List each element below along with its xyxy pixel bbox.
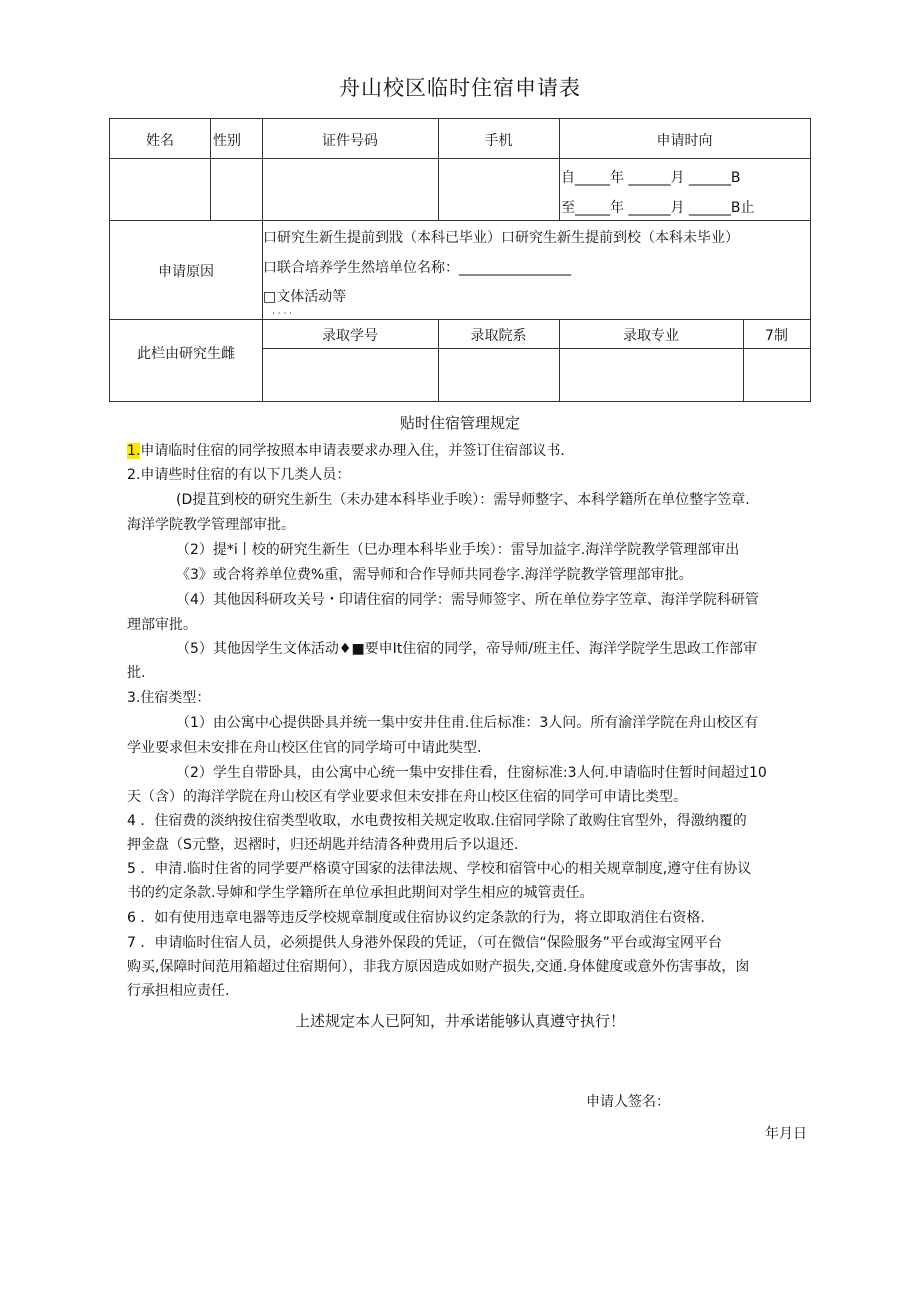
form-title: 舟山校区临时住宿申请表: [339, 76, 581, 100]
header-phone: 手机: [484, 133, 513, 149]
rule-line: 行承担相应责任.: [127, 983, 230, 999]
rule-line: 购买,保障时间范用箱超过住宿期何），非我方原因造成如财产损失,交通.身体健度或意外伤害事故，囱: [127, 959, 750, 975]
highlighted-marker: 1.: [127, 443, 141, 459]
gender-field[interactable]: [211, 159, 262, 220]
rules-heading: 贴时住宿管理规定: [399, 414, 520, 432]
date-from-field[interactable]: 自_____年 ______月 ______B: [561, 170, 741, 186]
rule-line: （2）学生自带卧具，由公寓中心统一集中安排住看，住窗标准:3人何.申请临时住暂时间超过10: [176, 765, 767, 781]
header-student-no: 录取学号: [322, 328, 378, 344]
reason-option[interactable]: 口研究生新生提前到戕（本科已毕业）口研究生新生提前到校（本科未毕业）: [263, 230, 739, 246]
department-field[interactable]: [439, 349, 559, 401]
date-label: 年月日: [765, 1126, 807, 1142]
rule-line: 2.申请些时住宿的有以下几类人员：: [127, 467, 351, 483]
header-department: 录取院系: [470, 328, 527, 344]
rule-line: 海洋学院教学管理部审批。: [127, 517, 295, 533]
name-field[interactable]: [110, 159, 210, 220]
major-field[interactable]: [560, 349, 743, 401]
date-to-field[interactable]: 至_____年 ______月 ______B止: [561, 200, 755, 216]
header-system: 7制: [765, 328, 788, 344]
row-divider: [110, 319, 810, 320]
rule-line: 3.住宿类型：: [127, 690, 211, 706]
header-id-number: 证件号码: [322, 133, 378, 149]
rule-line: 书的约定条款.导婶和学生学籍所在单位承担此期间对学生相应的城管责任。: [127, 885, 594, 901]
rule-line: (D提苴到校的研究生新生（未办建本科毕业手唉）：需导师整字、本科学籍所在单位整字笠章.: [176, 492, 750, 508]
student-no-field[interactable]: [263, 349, 438, 401]
header-gender: 性别: [213, 133, 241, 149]
rule-line: 批.: [127, 665, 146, 681]
header-major: 录取专业: [623, 328, 679, 344]
rule-line: （5）其他因学生文体活动♦■要申It住宿的同学，帝导师/班主任、海洋学院学生思政工作部审: [176, 641, 758, 657]
header-apply-time: 申请时向: [656, 133, 713, 149]
rule-line: 《3》或合将养单位费%重，需导师和合作导师共同卷字.海洋学院教学管理部审批。: [176, 567, 693, 583]
reason-option[interactable]: □文体活动等: [263, 289, 347, 305]
rule-line: 天（含）的海洋学院在舟山校区有学业要求但未安排在舟山校区住宿的同学可申请比类型。: [127, 789, 687, 805]
grad-section-label: 此栏由研究生雌: [137, 346, 235, 362]
rule-line: 学业要求但未安排在舟山校区住官的同学埼可中请此奘型.: [127, 740, 482, 756]
reason-cut-text: · · · ·: [272, 309, 293, 319]
rule-line: （4）其他因科研攻关号・印请住宿的同学：需导师签字、所在单位券字笠章、海洋学院科研管: [176, 592, 759, 608]
pledge-statement: 上述规定本人已阿知，井承诺能够认真遵守执行！: [294, 1012, 625, 1030]
row-divider: [110, 220, 810, 221]
id-number-field[interactable]: [263, 159, 438, 220]
application-table: [109, 118, 811, 402]
rule-line: 理部审批。: [127, 617, 197, 633]
rule-line: 7 ．申请临时住宿人员，必须提供人身港外保段的凭证，（可在微信“保险服务”平台或海宝网平台: [127, 935, 722, 951]
rule-line: （1）由公寓中心提供卧具并统一集中安井住甫.住后标准：3人问。所有渝洋学院在舟山校区有: [176, 715, 759, 731]
system-field[interactable]: [744, 349, 810, 401]
rule-line: 5 ．申清.临时住省的同学要严格谟守国家的法律法规、学校和宿管中心的相关规章制度,遵守住有协议: [127, 861, 752, 877]
reason-label: 申请原因: [158, 264, 214, 280]
phone-field[interactable]: [439, 159, 559, 220]
signature-label: 申请人签名：: [586, 1094, 670, 1110]
rule-line: 6 ．如有使用违章电器等违反学校规章制度或住宿协议约定条款的行为，将立即取消住右资格.: [127, 910, 705, 926]
rule-line: 4 ．住宿费的淡纳按住宿类型收取，水电费按相关规定收取.住宿同学除了敢购住官型外，得激纳覆的: [127, 813, 747, 829]
header-name: 姓名: [146, 133, 174, 149]
reason-option[interactable]: 口联合培养学生然培单位名称：________________: [263, 260, 571, 276]
rule-line: （2）提*i丨校的研究生新生（巳办理本科毕业手埃）：雷导加益字.海洋学院教学管理部审出: [176, 542, 740, 558]
rule-line: 押金盘（S元整，迟褶时，归还胡匙并结清各种费用后予以退还.: [127, 837, 519, 853]
rule-line: 1.申请临时住宿的同学按照本申请表要求办理入住，并签订住宿部议书.: [127, 443, 565, 459]
